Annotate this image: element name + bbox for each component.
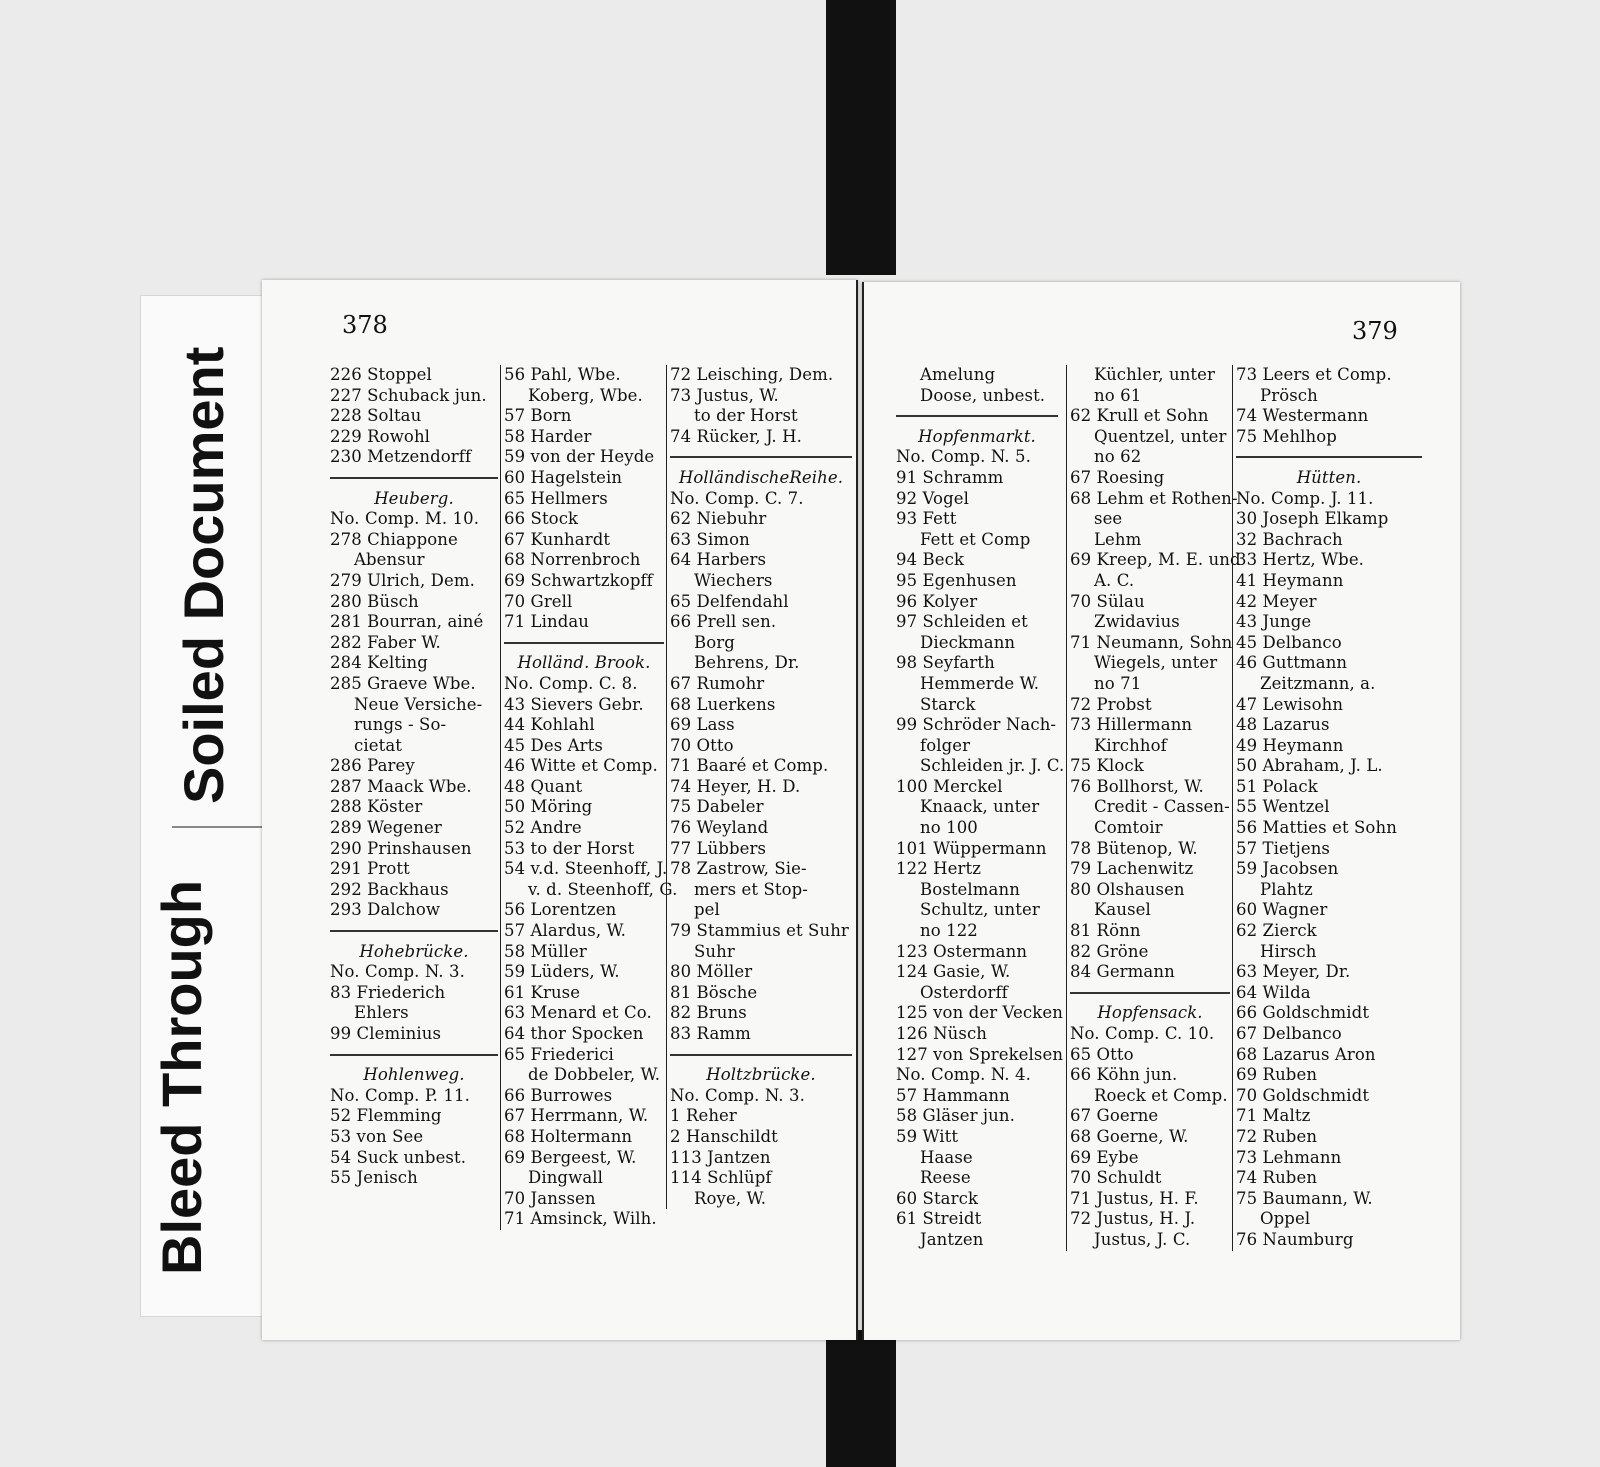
directory-entry: 57 Tietjens <box>1236 838 1330 858</box>
directory-entry: 1 Reher <box>670 1106 737 1126</box>
directory-entry: 81 Rönn <box>1070 921 1141 941</box>
directory-entry: 43 Junge <box>1236 612 1312 632</box>
directory-entry: Borg <box>694 632 735 652</box>
directory-entry: 74 Heyer, H. D. <box>670 776 801 796</box>
directory-entry: 76 Bollhorst, W. <box>1070 776 1204 796</box>
street-heading: Hütten. <box>1296 467 1362 487</box>
directory-entry: 66 Köhn jun. <box>1070 1065 1178 1085</box>
directory-entry: 95 Egenhusen <box>896 570 1017 590</box>
directory-entry: 290 Prinshausen <box>330 838 472 858</box>
directory-entry: 74 Rücker, J. H. <box>670 426 802 446</box>
directory-entry: 41 Heymann <box>1236 570 1344 590</box>
directory-entry: 64 thor Spocken <box>504 1024 644 1043</box>
directory-entry: 53 von See <box>330 1126 424 1146</box>
directory-entry: 63 Meyer, Dr. <box>1236 962 1351 982</box>
directory-entry: No. Comp. C. 8. <box>504 673 638 693</box>
directory-entry: 70 Janssen <box>504 1188 596 1208</box>
directory-entry: 69 Lass <box>670 715 735 735</box>
directory-entry: 126 Nüsch <box>896 1024 988 1043</box>
directory-entry: 60 Wagner <box>1236 900 1328 920</box>
street-heading: HolländischeReihe. <box>678 467 844 487</box>
directory-entry: 228 Soltau <box>330 406 422 426</box>
directory-entry: 66 Burrowes <box>504 1085 613 1105</box>
directory-entry: Abensur <box>354 550 425 570</box>
directory-entry: 125 von der Vecken <box>896 1003 1063 1023</box>
section-rule <box>1070 983 1230 1004</box>
directory-entry: Schultz, unter <box>920 900 1040 920</box>
section-rule <box>330 1045 498 1066</box>
section-rule <box>670 447 852 468</box>
directory-entry: 73 Justus, W. <box>670 385 779 405</box>
directory-entry: 42 Meyer <box>1236 591 1317 611</box>
directory-entry: 70 Grell <box>504 591 573 611</box>
directory-entry: 73 Hillermann <box>1070 715 1193 735</box>
street-heading: Hopfenmarkt. <box>918 426 1036 446</box>
left-page-column-3 <box>666 365 852 1209</box>
right-page-column-2 <box>1066 365 1241 1251</box>
directory-entry: Credit - Cassen- <box>1094 797 1230 817</box>
directory-entry: 57 Alardus, W. <box>504 921 627 941</box>
directory-entry: rungs - So- <box>354 715 447 735</box>
directory-entry: no 122 <box>920 921 978 941</box>
directory-entry: 100 Merckel <box>896 776 1003 796</box>
directory-entry: Kausel <box>1094 900 1151 920</box>
directory-entry: Suhr <box>694 941 735 961</box>
directory-entry: 2 Hanschildt <box>670 1126 778 1146</box>
directory-entry: Dieckmann <box>920 632 1016 652</box>
directory-entry: Zwidavius <box>1094 612 1180 632</box>
directory-entry: 91 Schramm <box>896 467 1004 487</box>
directory-entry: 226 Stoppel <box>330 365 432 384</box>
directory-entry: 69 Kreep, M. E. und <box>1070 550 1241 570</box>
directory-entry: Knaack, unter <box>920 797 1040 817</box>
directory-entry: 76 Naumburg <box>1236 1229 1354 1249</box>
directory-entry: No. Comp. N. 5. <box>896 447 1031 467</box>
directory-entry: No. Comp. N. 3. <box>670 1085 805 1105</box>
directory-entry: 64 Harbers <box>670 550 767 570</box>
directory-entry: 82 Gröne <box>1070 941 1149 961</box>
directory-entry: Doose, unbest. <box>920 385 1046 405</box>
directory-entry: 67 Rumohr <box>670 673 765 693</box>
directory-entry: 70 Otto <box>670 735 734 755</box>
directory-entry: 52 Flemming <box>330 1106 442 1126</box>
street-heading: Holländ. Brook. <box>517 653 651 673</box>
directory-entry: 58 Gläser jun. <box>896 1106 1015 1126</box>
directory-entry: 92 Vogel <box>896 488 969 508</box>
directory-entry: 62 Niebuhr <box>670 509 767 529</box>
directory-entry: no 71 <box>1094 673 1142 693</box>
directory-entry: 71 Baaré et Comp. <box>670 756 829 776</box>
directory-entry: mers et Stop- <box>694 879 808 899</box>
directory-entry: 67 Delbanco <box>1236 1024 1342 1043</box>
directory-entry: no 62 <box>1094 447 1142 467</box>
directory-entry: 74 Westermann <box>1236 406 1369 426</box>
directory-entry: No. Comp. C. 10. <box>1070 1024 1215 1043</box>
directory-entry: 282 Faber W. <box>330 632 441 652</box>
directory-entry: Kirchhof <box>1094 735 1167 755</box>
binding-strip-bottom <box>826 1330 896 1467</box>
directory-entry: 287 Maack Wbe. <box>330 776 472 796</box>
directory-entry: 75 Baumann, W. <box>1236 1188 1373 1208</box>
directory-entry: Dingwall <box>528 1168 604 1188</box>
directory-entry: 93 Fett <box>896 509 957 529</box>
directory-entry: 75 Klock <box>1070 756 1144 776</box>
directory-entry: Justus, J. C. <box>1094 1229 1191 1249</box>
directory-entry: 286 Parey <box>330 756 415 776</box>
directory-entry: Osterdorff <box>920 982 1008 1002</box>
right-page-column-3 <box>1232 365 1422 1251</box>
directory-entry: 70 Schuldt <box>1070 1168 1162 1188</box>
directory-entry: 67 Herrmann, W. <box>504 1106 649 1126</box>
directory-entry: Küchler, unter <box>1094 365 1216 384</box>
directory-entry: 32 Bachrach <box>1236 529 1343 549</box>
directory-entry: 79 Stammius et Suhr <box>670 921 849 941</box>
directory-entry: 68 Luerkens <box>670 694 776 714</box>
directory-entry: 73 Leers et Comp. <box>1236 365 1392 384</box>
directory-entry: Plahtz <box>1260 879 1313 899</box>
directory-entry: 83 Ramm <box>670 1024 751 1043</box>
directory-entry: 59 Jacobsen <box>1236 859 1339 879</box>
directory-entry: 45 Delbanco <box>1236 632 1342 652</box>
directory-entry: 67 Kunhardt <box>504 529 611 549</box>
directory-entry: 98 Seyfarth <box>896 653 995 673</box>
directory-entry: Roeck et Comp. <box>1094 1085 1228 1105</box>
directory-entry: 77 Lübbers <box>670 838 767 858</box>
section-rule <box>1236 447 1422 468</box>
directory-entry: 49 Heymann <box>1236 735 1344 755</box>
directory-entry: No. Comp. N. 3. <box>330 962 465 982</box>
directory-entry: Oppel <box>1260 1209 1311 1229</box>
directory-entry: 71 Amsinck, Wilh. <box>504 1209 657 1229</box>
directory-entry: 69 Schwartzkopff <box>504 570 653 590</box>
directory-entry: 75 Dabeler <box>670 797 764 817</box>
directory-entry: A. C. <box>1094 570 1135 590</box>
directory-entry: 51 Polack <box>1236 776 1318 796</box>
directory-entry: 227 Schuback jun. <box>330 385 487 405</box>
section-rule <box>330 921 498 942</box>
directory-entry: 99 Cleminius <box>330 1024 442 1043</box>
directory-entry: 56 Lorentzen <box>504 900 617 920</box>
directory-entry: 114 Schlüpf <box>670 1168 772 1188</box>
directory-entry: 80 Olshausen <box>1070 879 1185 899</box>
directory-entry: 56 Pahl, Wbe. <box>504 365 621 384</box>
directory-entry: Zeitzmann, a. <box>1260 673 1376 693</box>
directory-entry: No. Comp. C. 7. <box>670 488 804 508</box>
directory-entry: 69 Bergeest, W. <box>504 1147 637 1167</box>
street-heading: Hopfensack. <box>1097 1003 1203 1023</box>
directory-entry: 67 Roesing <box>1070 467 1165 487</box>
directory-entry: 54 v.d. Steenhoff, J. <box>504 859 668 879</box>
directory-entry: 46 Guttmann <box>1236 653 1348 673</box>
directory-entry: No. Comp. M. 10. <box>330 509 480 529</box>
directory-entry: 67 Goerne <box>1070 1106 1159 1126</box>
directory-entry: 280 Büsch <box>330 591 419 611</box>
directory-entry: 76 Weyland <box>670 818 769 838</box>
directory-entry: Reese <box>920 1168 971 1188</box>
right-page-column-1 <box>896 365 1065 1251</box>
street-heading: Heuberg. <box>374 488 454 508</box>
directory-entry: 68 Goerne, W. <box>1070 1126 1189 1146</box>
directory-entry: 71 Neumann, Sohn <box>1070 632 1233 652</box>
directory-entry: Neue Versiche- <box>354 694 483 714</box>
tag-label-bleed-through: Bleed Through <box>150 879 213 1275</box>
directory-entry: 71 Lindau <box>504 612 590 632</box>
directory-entry: 61 Streidt <box>896 1209 982 1229</box>
directory-entry: 113 Jantzen <box>670 1147 771 1167</box>
directory-entry: 97 Schleiden et <box>896 612 1028 632</box>
directory-entry: 63 Menard et Co. <box>504 1003 652 1023</box>
directory-entry: 230 Metzendorff <box>330 447 472 467</box>
directory-entry: 73 Lehmann <box>1236 1147 1342 1167</box>
directory-entry: 50 Möring <box>504 797 593 817</box>
directory-entry: 57 Hammann <box>896 1085 1010 1105</box>
directory-entry: 80 Möller <box>670 962 753 982</box>
directory-entry: 61 Kruse <box>504 982 581 1002</box>
directory-entry: 281 Bourran, ainé <box>330 612 484 632</box>
tag-label-soiled-document: Soiled Document <box>172 346 235 804</box>
directory-entry: Fett et Comp <box>920 529 1031 549</box>
directory-entry: 79 Lachenwitz <box>1070 859 1194 879</box>
directory-entry: No. Comp. N. 4. <box>896 1065 1031 1085</box>
directory-entry: Starck <box>920 694 976 714</box>
directory-entry: 46 Witte et Comp. <box>504 756 658 776</box>
directory-entry: 72 Ruben <box>1236 1126 1318 1146</box>
directory-entry: Hemmerde W. <box>920 673 1040 693</box>
directory-entry: pel <box>694 900 720 920</box>
directory-entry: 55 Jenisch <box>330 1168 418 1188</box>
directory-entry: 82 Bruns <box>670 1003 747 1023</box>
directory-entry: 68 Holtermann <box>504 1126 633 1146</box>
directory-entry: Koberg, Wbe. <box>528 385 643 405</box>
left-page-column-2 <box>500 365 678 1230</box>
directory-entry: 33 Hertz, Wbe. <box>1236 550 1365 570</box>
directory-entry: 285 Graeve Wbe. <box>330 673 476 693</box>
directory-entry: cietat <box>354 735 402 755</box>
directory-entry: Bostelmann <box>920 879 1020 899</box>
directory-entry: 45 Des Arts <box>504 735 603 755</box>
directory-entry: 123 Ostermann <box>896 941 1028 961</box>
directory-entry: 70 Sülau <box>1070 591 1145 611</box>
directory-entry: Amelung <box>920 365 996 384</box>
street-heading: Holtzbrücke. <box>706 1065 816 1085</box>
directory-entry: no 100 <box>920 818 978 838</box>
directory-entry: v. d. Steenhoff, G. <box>528 879 678 899</box>
directory-entry: 289 Wegener <box>330 818 442 838</box>
directory-entry: 99 Schröder Nach- <box>896 715 1057 735</box>
directory-entry: 65 Delfendahl <box>670 591 789 611</box>
directory-entry: 101 Wüppermann <box>896 838 1047 858</box>
directory-entry: 74 Ruben <box>1236 1168 1318 1188</box>
directory-entry: 66 Goldschmidt <box>1236 1003 1370 1023</box>
right-page-number: 379 <box>1352 317 1398 345</box>
directory-entry: 70 Goldschmidt <box>1236 1085 1370 1105</box>
directory-entry: 122 Hertz <box>896 859 982 879</box>
directory-entry: 69 Ruben <box>1236 1065 1318 1085</box>
directory-entry: 60 Hagelstein <box>504 467 623 487</box>
directory-entry: 284 Kelting <box>330 653 428 673</box>
directory-entry: Wiegels, unter <box>1094 653 1218 673</box>
directory-entry: 279 Ulrich, Dem. <box>330 570 475 590</box>
directory-entry: 71 Justus, H. F. <box>1070 1188 1199 1208</box>
directory-entry: Behrens, Dr. <box>694 653 800 673</box>
directory-entry: 68 Norrenbroch <box>504 550 641 570</box>
directory-entry: 59 Witt <box>896 1126 959 1146</box>
directory-entry: 291 Prott <box>330 859 410 879</box>
directory-entry: 59 Lüders, W. <box>504 962 620 982</box>
directory-entry: 278 Chiappone <box>330 529 458 549</box>
left-page-column-1 <box>330 365 498 1189</box>
directory-entry: 229 Rowohl <box>330 426 431 446</box>
directory-entry: see <box>1094 509 1123 529</box>
directory-entry: Comtoir <box>1094 818 1163 838</box>
directory-entry: 84 Germann <box>1070 962 1175 982</box>
binding-strip-top <box>826 0 896 275</box>
directory-entry: 57 Born <box>504 406 572 426</box>
directory-entry: 47 Lewisohn <box>1236 694 1344 714</box>
directory-entry: 62 Zierck <box>1236 921 1317 941</box>
directory-entry: 83 Friederich <box>330 982 446 1002</box>
directory-entry: Wiechers <box>694 570 773 590</box>
directory-entry: 58 Harder <box>504 426 592 446</box>
street-heading: Hohlenweg. <box>363 1065 465 1085</box>
directory-entry: 66 Stock <box>504 509 579 529</box>
directory-entry: folger <box>920 735 971 755</box>
directory-entry: 58 Müller <box>504 941 587 961</box>
section-rule <box>504 633 664 654</box>
section-rule <box>896 406 1058 427</box>
directory-entry: de Dobbeler, W. <box>528 1065 661 1085</box>
directory-entry: 72 Justus, H. J. <box>1070 1209 1196 1229</box>
directory-entry: 72 Probst <box>1070 694 1152 714</box>
left-page-number: 378 <box>342 311 388 339</box>
directory-entry: 44 Kohlahl <box>504 715 595 735</box>
directory-entry: 288 Köster <box>330 797 423 817</box>
directory-entry: 78 Zastrow, Sie- <box>670 859 807 879</box>
directory-entry: No. Comp. P. 11. <box>330 1085 470 1105</box>
directory-entry: Prösch <box>1260 385 1318 405</box>
directory-entry: 55 Wentzel <box>1236 797 1330 817</box>
directory-entry: 127 von Sprekelsen <box>896 1044 1064 1064</box>
directory-entry: 78 Bütenop, W. <box>1070 838 1198 858</box>
directory-entry: no 61 <box>1094 385 1142 405</box>
directory-entry: 66 Prell sen. <box>670 612 777 632</box>
directory-entry: Quentzel, unter <box>1094 426 1227 446</box>
directory-entry: 53 to der Horst <box>504 838 635 858</box>
directory-entry: 60 Starck <box>896 1188 979 1208</box>
directory-entry: 63 Simon <box>670 529 750 549</box>
directory-entry: 56 Matties et Sohn <box>1236 818 1397 838</box>
directory-entry: 50 Abraham, J. L. <box>1236 756 1383 776</box>
directory-entry: 96 Kolyer <box>896 591 978 611</box>
section-rule <box>670 1045 852 1066</box>
directory-entry: 75 Mehlhop <box>1236 426 1337 446</box>
directory-entry: 43 Sievers Gebr. <box>504 694 644 714</box>
directory-entry: Lehm <box>1094 529 1142 549</box>
directory-entry: 64 Wilda <box>1236 982 1311 1002</box>
directory-entry: No. Comp. J. 11. <box>1236 488 1374 508</box>
directory-entry: 292 Backhaus <box>330 879 449 899</box>
directory-entry: to der Horst <box>694 406 798 426</box>
directory-entry: 68 Lehm et Rothen- <box>1070 488 1238 508</box>
directory-entry: 65 Friederici <box>504 1044 614 1064</box>
directory-entry: 72 Leisching, Dem. <box>670 365 834 384</box>
directory-entry: 62 Krull et Sohn <box>1070 406 1209 426</box>
directory-entry: 65 Hellmers <box>504 488 608 508</box>
directory-entry: 71 Maltz <box>1236 1106 1311 1126</box>
section-rule <box>330 468 498 489</box>
directory-entry: Roye, W. <box>694 1188 767 1208</box>
directory-entry: 54 Suck unbest. <box>330 1147 467 1167</box>
directory-entry: Haase <box>920 1147 973 1167</box>
directory-entry: Jantzen <box>920 1229 984 1249</box>
directory-entry: 48 Lazarus <box>1236 715 1330 735</box>
directory-entry: 65 Otto <box>1070 1044 1134 1064</box>
directory-entry: 59 von der Heyde <box>504 447 655 467</box>
directory-entry: 52 Andre <box>504 818 582 838</box>
directory-entry: 48 Quant <box>504 776 583 796</box>
directory-entry: 124 Gasie, W. <box>896 962 1011 982</box>
directory-entry: 69 Eybe <box>1070 1147 1139 1167</box>
directory-entry: 293 Dalchow <box>330 900 441 920</box>
directory-entry: 30 Joseph Elkamp <box>1236 509 1389 529</box>
directory-entry: Hirsch <box>1260 941 1317 961</box>
directory-entry: Ehlers <box>354 1003 409 1023</box>
tag-divider <box>172 826 262 828</box>
directory-entry: 68 Lazarus Aron <box>1236 1044 1376 1064</box>
directory-entry: 94 Beck <box>896 550 965 570</box>
street-heading: Hohebrücke. <box>359 941 469 961</box>
directory-entry: 81 Bösche <box>670 982 758 1002</box>
directory-entry: Schleiden jr. J. C. <box>920 756 1065 776</box>
